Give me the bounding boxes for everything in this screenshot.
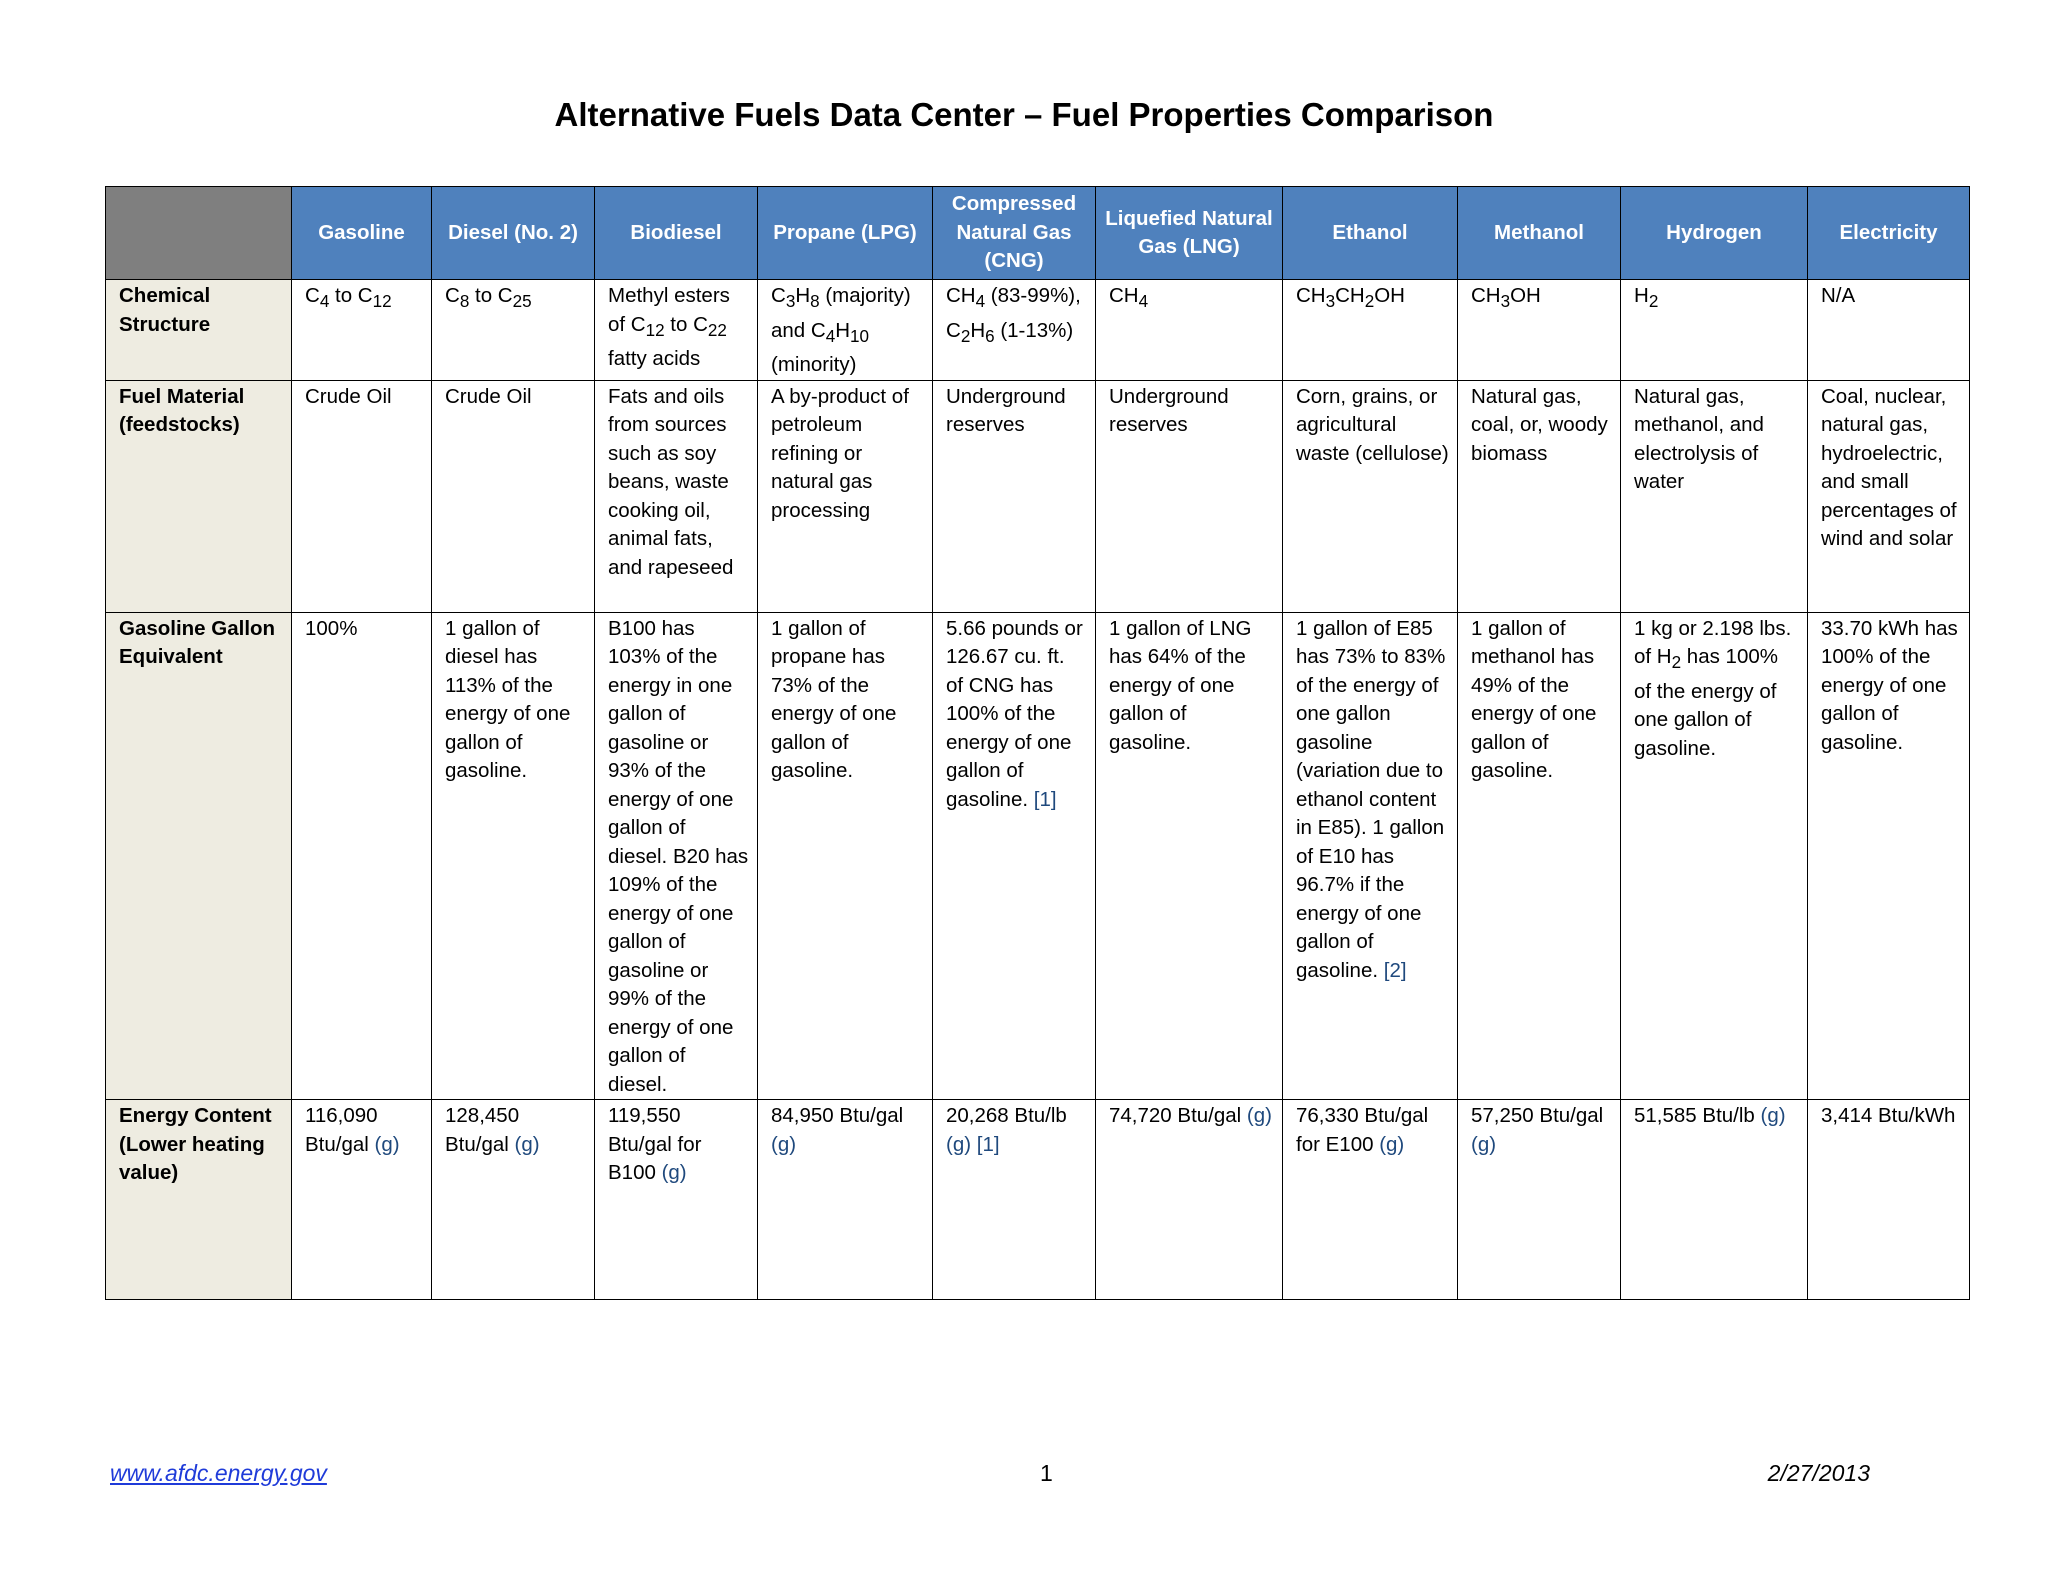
table-cell: A by-product of petroleum refining or natural gas processing xyxy=(758,380,933,612)
table-cell: Natural gas, methanol, and electrolysis of water xyxy=(1621,380,1808,612)
table-cell: Underground reserves xyxy=(1096,380,1283,612)
table-cell: $C_4$ to $C_{12}$ xyxy=(292,280,432,381)
table-cell: 33.70 kWh has 100% of the energy of one gallon of gasoline. xyxy=(1808,612,1970,1100)
table-cell: 84,950 Btu/gal (g) xyxy=(758,1100,933,1300)
document-title: Alternative Fuels Data Center – Fuel Properties Comparison xyxy=(554,96,1494,133)
row-header: Fuel Material (feedstocks) xyxy=(106,380,292,612)
table-cell: 5.66 pounds or 126.67 cu. ft. of CNG has 100% of the energy of one gallon of gasoline. [1] xyxy=(933,612,1096,1100)
table-row xyxy=(106,280,1970,381)
table-cell: $CH_4$ xyxy=(1096,280,1283,381)
column-header: Liquefied Natural Gas (LNG) xyxy=(1096,187,1283,280)
column-header: Gasoline xyxy=(292,187,432,280)
table-cell: Fats and oils from sources such as soy beans, waste cooking oil, animal fats, and rapeseed xyxy=(595,380,758,612)
table-row xyxy=(106,380,1970,612)
table-cell: 128,450 Btu/gal (g) xyxy=(432,1100,595,1300)
table-cell: 1 gallon of E85 has 73% to 83% of the energy of one gallon gasoline (variation due to ethanol content in E85). 1 gallon of E10 has 96.7% if the energy of one gallon of gasoline. [2] xyxy=(1283,612,1458,1100)
table-row xyxy=(106,1100,1970,1300)
header-row xyxy=(106,187,1970,280)
table-cell: Methyl esters of $C_{12}$ to $C_{22}$ fatty acids xyxy=(595,280,758,381)
column-header: Propane (LPG) xyxy=(758,187,933,280)
table-cell: 74,720 Btu/gal (g) xyxy=(1096,1100,1283,1300)
table-cell: 119,550 Btu/gal for B100 (g) xyxy=(595,1100,758,1300)
table-cell: 1 gallon of diesel has 113% of the energy of one gallon of gasoline. xyxy=(432,612,595,1100)
table-cell: $CH_3CH_2OH$ xyxy=(1283,280,1458,381)
column-header: Ethanol xyxy=(1283,187,1458,280)
table-cell: 20,268 Btu/lb (g) [1] xyxy=(933,1100,1096,1300)
column-header: Electricity xyxy=(1808,187,1970,280)
corner-cell xyxy=(106,187,292,280)
table-cell: 100% xyxy=(292,612,432,1100)
table-cell: 116,090 Btu/gal (g) xyxy=(292,1100,432,1300)
table-cell: Crude Oil xyxy=(292,380,432,612)
table-cell: Coal, nuclear, natural gas, hydroelectric, and small percentages of wind and solar xyxy=(1808,380,1970,612)
table-cell: 1 gallon of methanol has 49% of the energy of one gallon of gasoline. xyxy=(1458,612,1621,1100)
column-header: Hydrogen xyxy=(1621,187,1808,280)
page-number: 1 xyxy=(1040,1460,1053,1486)
table-cell: Natural gas, coal, or, woody biomass xyxy=(1458,380,1621,612)
fuel-properties-table xyxy=(105,186,1970,1300)
table-cell: 76,330 Btu/gal for E100 (g) xyxy=(1283,1100,1458,1300)
footer-link[interactable]: www.afdc.energy.gov xyxy=(110,1460,327,1486)
table-cell: $C_8$ to $C_{25}$ xyxy=(432,280,595,381)
table-cell: 1 kg or 2.198 lbs. of $H_2$ has 100% of the energy of one gallon of gasoline. xyxy=(1621,612,1808,1100)
footer-date: 2/27/2013 xyxy=(1767,1460,1870,1486)
table-cell: $CH_3OH$ xyxy=(1458,280,1621,381)
column-header: Diesel (No. 2) xyxy=(432,187,595,280)
table-cell: $H_2$ xyxy=(1621,280,1808,381)
table-cell: Corn, grains, or agricultural waste (cellulose) xyxy=(1283,380,1458,612)
row-header: Chemical Structure xyxy=(106,280,292,381)
row-header: Gasoline Gallon Equivalent xyxy=(106,612,292,1100)
table-cell: Crude Oil xyxy=(432,380,595,612)
row-header: Energy Content (Lower heating value) xyxy=(106,1100,292,1300)
column-header: Compressed Natural Gas (CNG) xyxy=(933,187,1096,280)
table-cell: 1 gallon of LNG has 64% of the energy of one gallon of gasoline. xyxy=(1096,612,1283,1100)
table-cell: 51,585 Btu/lb (g) xyxy=(1621,1100,1808,1300)
table-cell: Underground reserves xyxy=(933,380,1096,612)
table-row xyxy=(106,612,1970,1100)
table-cell: B100 has 103% of the energy in one gallon of gasoline or 93% of the energy of one gallon of diesel. B20 has 109% of the energy of one gallon of gasoline or 99% of the energy of one gallon of diesel. xyxy=(595,612,758,1100)
column-header: Biodiesel xyxy=(595,187,758,280)
table-cell: 57,250 Btu/gal (g) xyxy=(1458,1100,1621,1300)
table-cell: 3,414 Btu/kWh xyxy=(1808,1100,1970,1300)
table-cell: $CH_4$ (83-99%), $C_2H_6$ (1-13%) xyxy=(933,280,1096,381)
table-cell: N/A xyxy=(1808,280,1970,381)
table-cell: $C_3H_8$ (majority) and $C_4H_{10}$ (minority) xyxy=(758,280,933,381)
column-header: Methanol xyxy=(1458,187,1621,280)
table-cell: 1 gallon of propane has 73% of the energy of one gallon of gasoline. xyxy=(758,612,933,1100)
